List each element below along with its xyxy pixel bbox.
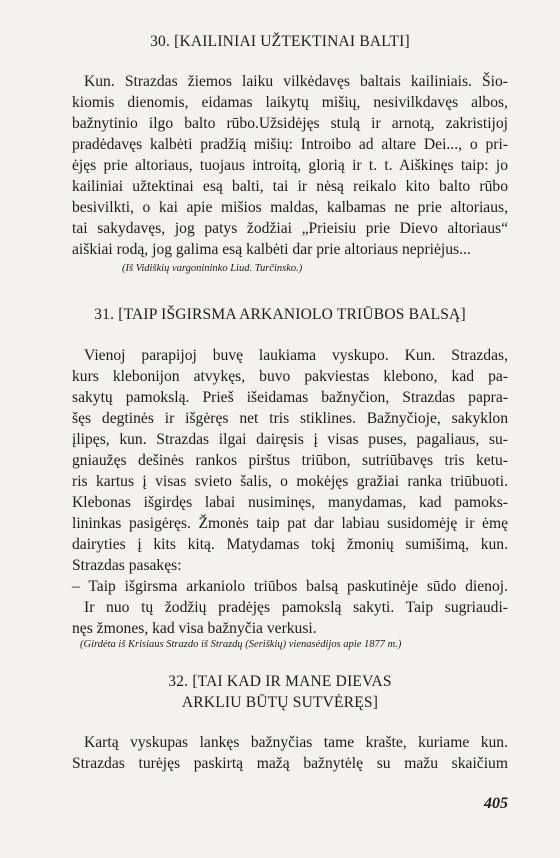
- section-30-heading: 30. [KAILINIAI UŽTEKTINAI BALTI]: [150, 33, 410, 50]
- text-line: Klebonas išgirdęs labai nusiminęs, manydamas, kad pamoks-: [72, 494, 508, 511]
- section-31-heading: 31. [TAIP IŠGIRSMA ARKANIOLO TRIŪBOS BALSĄ]: [94, 306, 466, 323]
- text-line: ris kartus į visas svieto šalis, o mokėjęs gražiai ranka triūbuoti.: [72, 473, 508, 490]
- text-line: gniaužęs dešinės rankos pirštus triūbon, sutriūbavęs tris ketu-: [72, 452, 508, 469]
- text-line: kurs klebonijon atvykęs, buvo pakviestas klebono, kad pa-: [72, 368, 508, 385]
- text-line: bažnytinio ilgo balto rūbo.Užsidėjęs stulą ir arnotą, zakristijoj: [72, 115, 508, 132]
- text-line: dairyties į kits kitą. Matydamas tokį žmonių sumišimą, kun.: [72, 536, 508, 553]
- section-32-heading-line-2: ARKLIU BŪTŲ SUTVĖRĘS]: [181, 694, 379, 711]
- text-line: Kartą vyskupas lankęs bažnyčias tame krašte, kuriame kun.: [84, 734, 508, 751]
- text-line: kiomis dienomis, eidamas laikytų mišių, nesivilkdavęs albos,: [72, 94, 508, 111]
- text-line: sakytų pamokslą. Prieš išeidamas bažnyčion, Strazdas papra-: [72, 389, 508, 406]
- text-line: Strazdas pasakęs:: [72, 557, 182, 574]
- section-32-heading-line-1: 32. [TAI KAD IR MANE DIEVAS: [168, 673, 392, 690]
- page-number: 405: [484, 795, 508, 812]
- section-31-body: [72, 345, 508, 639]
- section-31-source: (Girdėta iš Krisiaus Strazdo iš Strazdų (Seriškių) vienasėdijos apie 1877 m.): [80, 639, 402, 650]
- text-line: tai sakydavęs, jog patys žodžiai „Prieisiu prie Dievo altoriaus“: [72, 220, 508, 237]
- text-line: pradėdavęs kalbėti pradžią mišių: Introibo ad altare Dei..., o pri-: [72, 136, 508, 153]
- section-30-body: [72, 71, 508, 260]
- section-30-source: (Iš Vidiškių vargonininko Liud. Turčinsko.): [122, 263, 303, 274]
- text-line: Vienoj parapijoj buvę laukiama vyskupo. Kun. Strazdas,: [84, 347, 508, 364]
- text-line: nęs žmones, kad visa bažnyčia verkusi.: [72, 620, 317, 637]
- section-32-body: [72, 732, 508, 774]
- text-line: lininkas pasigėręs. Žmonės taip pat dar labiau susidomėję ir ėmę: [72, 515, 508, 532]
- text-line: – Taip išgirsma arkaniolo triūbos balsą paskutinėje sūdo dienoj.: [72, 578, 508, 595]
- text-line: įlipęs, kun. Strazdas ilgai dairęsis į visas puses, pagaliaus, su-: [72, 431, 508, 448]
- text-line: Strazdas turėjęs paskirtą mažą bažnytėlę su mažu skaičium: [72, 755, 508, 772]
- text-line: Kun. Strazdas žiemos laiku vilkėdavęs baltais kailiniais. Šio-: [84, 73, 508, 90]
- text-line: šęs degtinės ir išgėręs net tris stiklines. Bažnyčioje, sakyklon: [72, 410, 508, 427]
- text-line: besivilkti, o kai apie mišios maldas, kalbamas ne prie altoriaus,: [72, 199, 508, 216]
- text-line: aiškiai rodą, jog galima esą kalbėti dar prie altoriaus nepriėjus...: [72, 241, 471, 258]
- text-line: Ir nuo tų žodžių pradėjęs pamokslą sakyti. Taip sugriaudi-: [84, 599, 508, 616]
- text-line: kailiniai užtektinai esą balti, tai ir nėsą reikalo kito balto rūbo: [72, 178, 508, 195]
- text-line: ėjęs prie altoriaus, tuojaus introitą, glorią ir t. t. Aiškinęs taip: jo: [72, 157, 508, 174]
